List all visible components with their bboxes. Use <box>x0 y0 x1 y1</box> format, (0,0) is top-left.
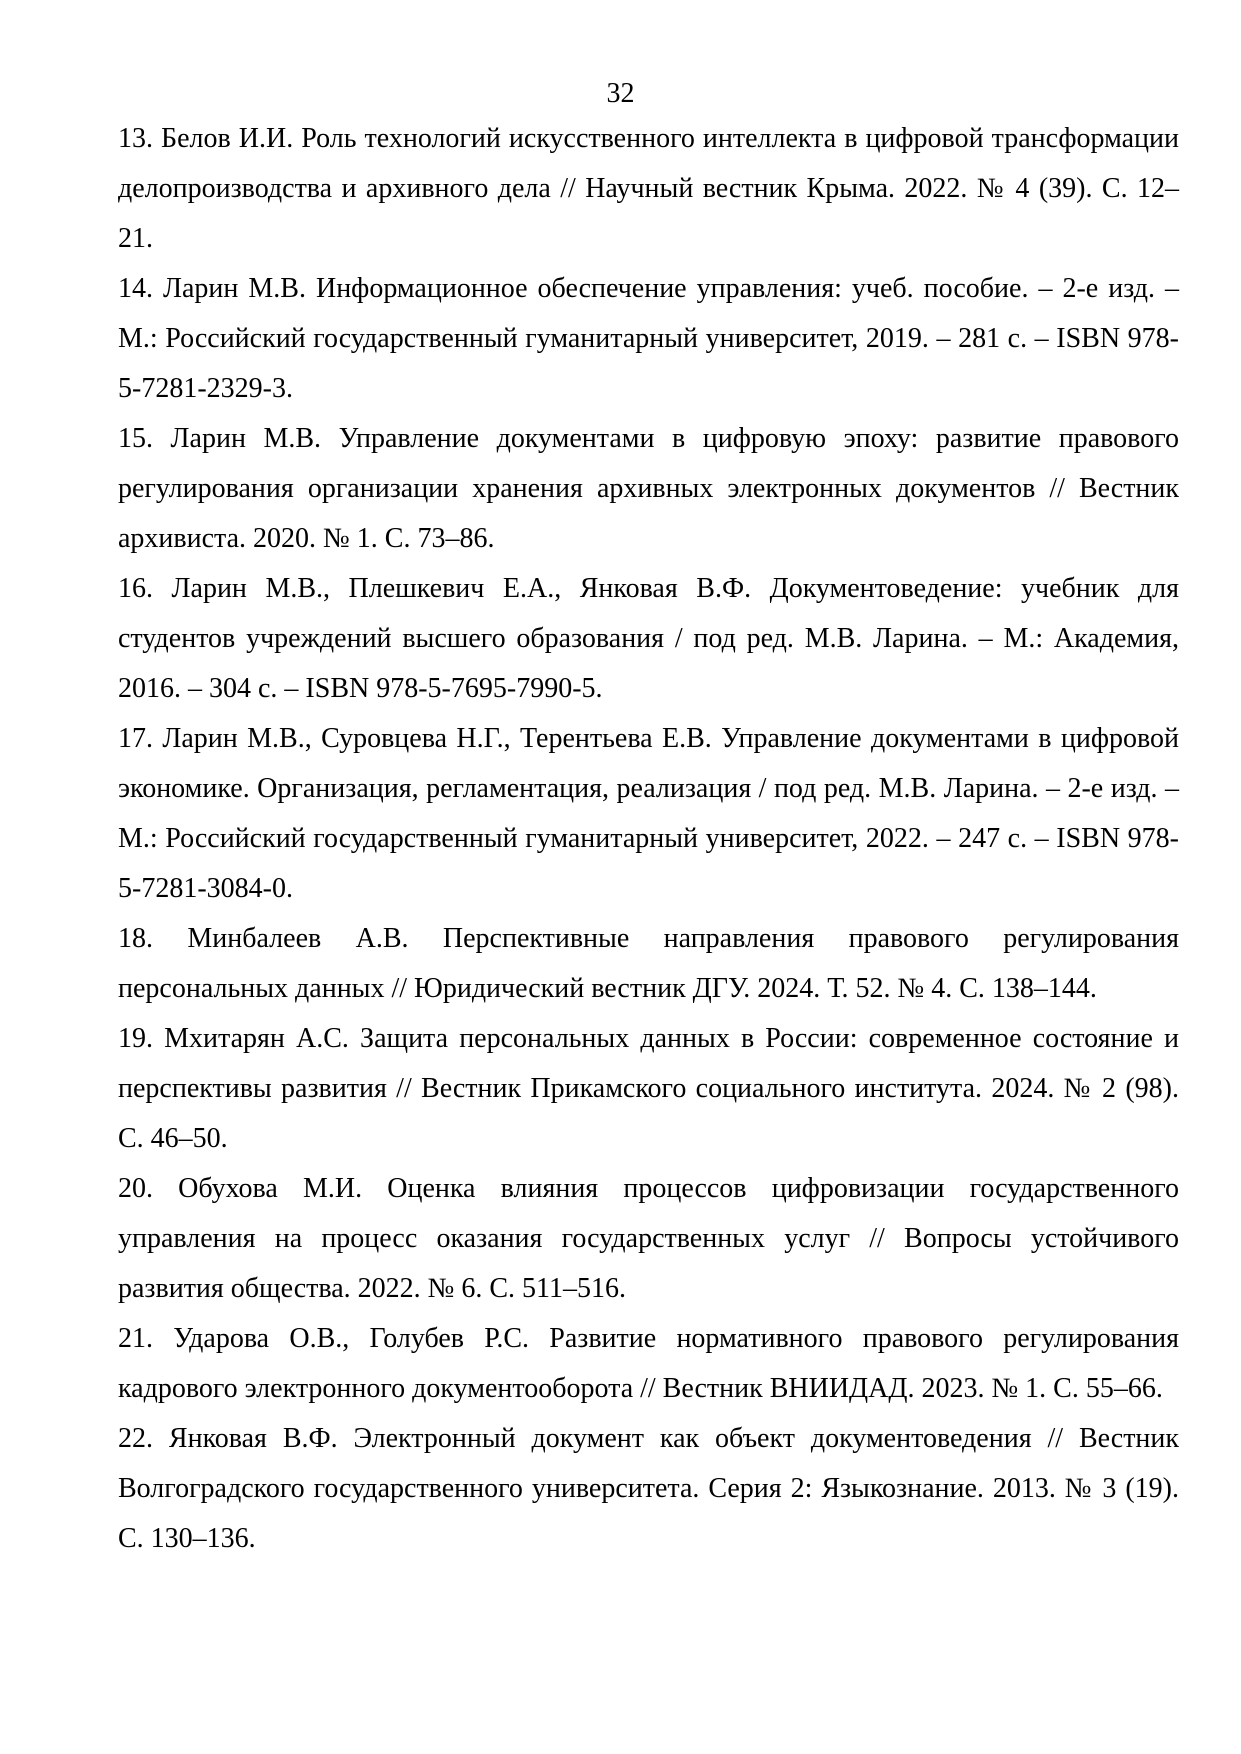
reference-item-15: 15. Ларин М.В. Управление документами в цифровую эпоху: развитие правового регулирования организации хранения архивных электронных документов // Вестник архивиста. 2020. № 1. С. 73–86. <box>118 423 1179 554</box>
reference-item-20: 20. Обухова М.И. Оценка влияния процессов цифровизации государственного управления на процесс оказания государственных услуг // Вопросы устойчивого развития общества. 2022. № 6. С. 511–516. <box>118 1173 1179 1304</box>
reference-item-13: 13. Белов И.И. Роль технологий искусственного интеллекта в цифровой трансформации делопроизводства и архивного дела // Научный вестник Крыма. 2022. № 4 (39). С. 12–21. <box>118 123 1179 254</box>
reference-item-21: 21. Ударова О.В., Голубев Р.С. Развитие нормативного правового регулирования кадрового электронного документооборота // Вестник ВНИИДАД. 2023. № 1. С. 55–66. <box>118 1323 1179 1404</box>
reference-list <box>118 114 1179 1564</box>
reference-item-17: 17. Ларин М.В., Суровцева Н.Г., Терентьева Е.В. Управление документами в цифровой экономике. Организация, регламентация, реализация / под ред. М.В. Ларина. – 2-е изд. – М.: Российский государственный гуманитарный университет, 2022. – 247 с. – ISBN 978-5-7281-3084-0. <box>118 723 1179 904</box>
reference-item-19: 19. Мхитарян А.С. Защита персональных данных в России: современное состояние и перспективы развития // Вестник Прикамского социального института. 2024. № 2 (98). С. 46–50. <box>118 1023 1179 1154</box>
reference-item-18: 18. Минбалеев А.В. Перспективные направления правового регулирования персональных данных // Юридический вестник ДГУ. 2024. Т. 52. № 4. С. 138–144. <box>118 923 1179 1004</box>
reference-item-14: 14. Ларин М.В. Информационное обеспечение управления: учеб. пособие. – 2-е изд. – М.: Российский государственный гуманитарный университет, 2019. – 281 с. – ISBN 978-5-7281-2329-3. <box>118 273 1179 404</box>
reference-item-22: 22. Янковая В.Ф. Электронный документ как объект документоведения // Вестник Волгоградского государственного университета. Серия 2: Языкознание. 2013. № 3 (19). С. 130–136. <box>118 1423 1179 1554</box>
page-number: 32 <box>606 78 635 109</box>
reference-item-16: 16. Ларин М.В., Плешкевич Е.А., Янковая В.Ф. Документоведение: учебник для студентов учреждений высшего образования / под ред. М.В. Ларина. – М.: Академия, 2016. – 304 с. – ISBN 978-5-7695-7990-5. <box>118 573 1179 704</box>
